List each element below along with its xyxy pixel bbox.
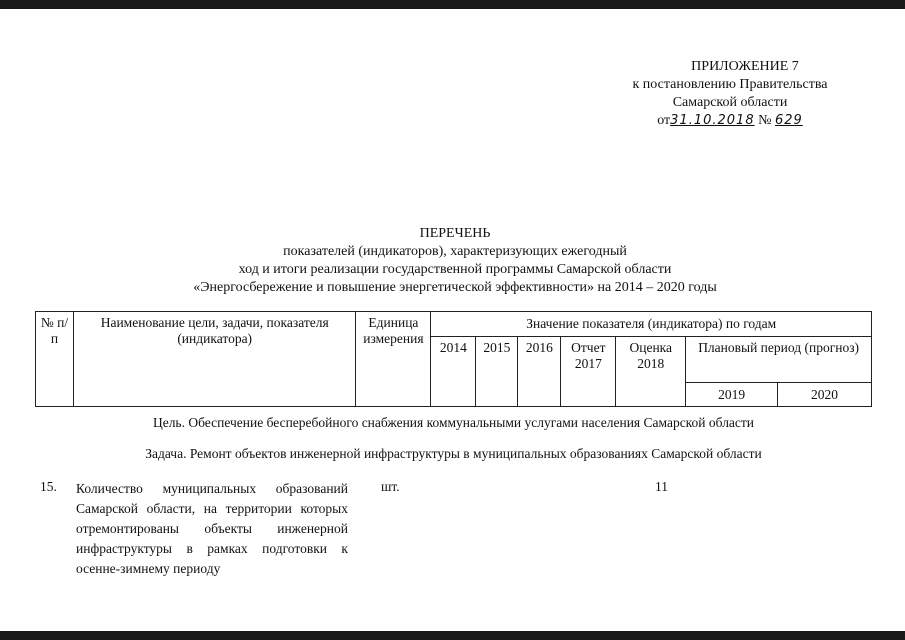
- appendix-title: ПРИЛОЖЕНИЕ 7: [691, 59, 799, 74]
- number-label: №: [758, 113, 772, 128]
- row-unit: шт.: [381, 479, 400, 494]
- title-line-2: ход и итоги реализации государственной программы Самарской области: [238, 262, 672, 277]
- date-prefix: от: [657, 113, 671, 128]
- appendix-line-2: Самарской области: [672, 95, 788, 110]
- appendix-line-1: к постановлению Правительства: [632, 77, 828, 92]
- row-value: 11: [655, 479, 668, 494]
- header-name: Наименование цели, задачи, показателя (индикатора): [73, 312, 355, 407]
- title-line-3: «Энергосбережение и повышение энергетической эффективности» на 2014 – 2020 годы: [193, 280, 717, 295]
- handwritten-date: 31.10.2018: [670, 113, 755, 128]
- header-year-2015: 2015: [476, 337, 518, 407]
- header-year-2014: 2014: [431, 337, 476, 407]
- header-plan-period: Плановый период (прогноз): [686, 337, 872, 383]
- header-year-2019: 2019: [686, 383, 778, 407]
- row-number: 15.: [40, 479, 57, 494]
- header-estimate-2018: Оценка 2018: [616, 337, 686, 407]
- appendix-date-line: [600, 112, 860, 130]
- scan-bottom-border: [0, 631, 905, 640]
- title-heading: ПЕРЕЧЕНЬ: [419, 226, 491, 241]
- goal-text: Цель. Обеспечение бесперебойного снабжения коммунальными услугами населения Самарской области: [152, 415, 755, 430]
- header-year-2020: 2020: [778, 383, 872, 407]
- header-year-2016: 2016: [518, 337, 561, 407]
- handwritten-number: 629: [774, 113, 803, 128]
- indicator-table-header: [35, 311, 872, 407]
- header-number: № п/п: [36, 312, 74, 407]
- header-report-2017: Отчет 2017: [561, 337, 616, 407]
- header-unit: Единица измерения: [356, 312, 431, 407]
- scan-top-border: [0, 0, 905, 9]
- header-values: Значение показателя (индикатора) по годам: [431, 312, 872, 337]
- task-text: Задача. Ремонт объектов инженерной инфраструктуры в муниципальных образованиях Самарской области: [145, 446, 762, 461]
- appendix-block: [600, 58, 860, 130]
- document-title: [150, 225, 760, 297]
- row-indicator-name: Количество муниципальных образований Самарской области, на территории которых отремонтированы объекты инженерной инфраструктуры в рамках подготовки к осенне-зимнему периоду: [76, 481, 348, 576]
- title-line-1: показателей (индикаторов), характеризующих ежегодный: [283, 244, 627, 259]
